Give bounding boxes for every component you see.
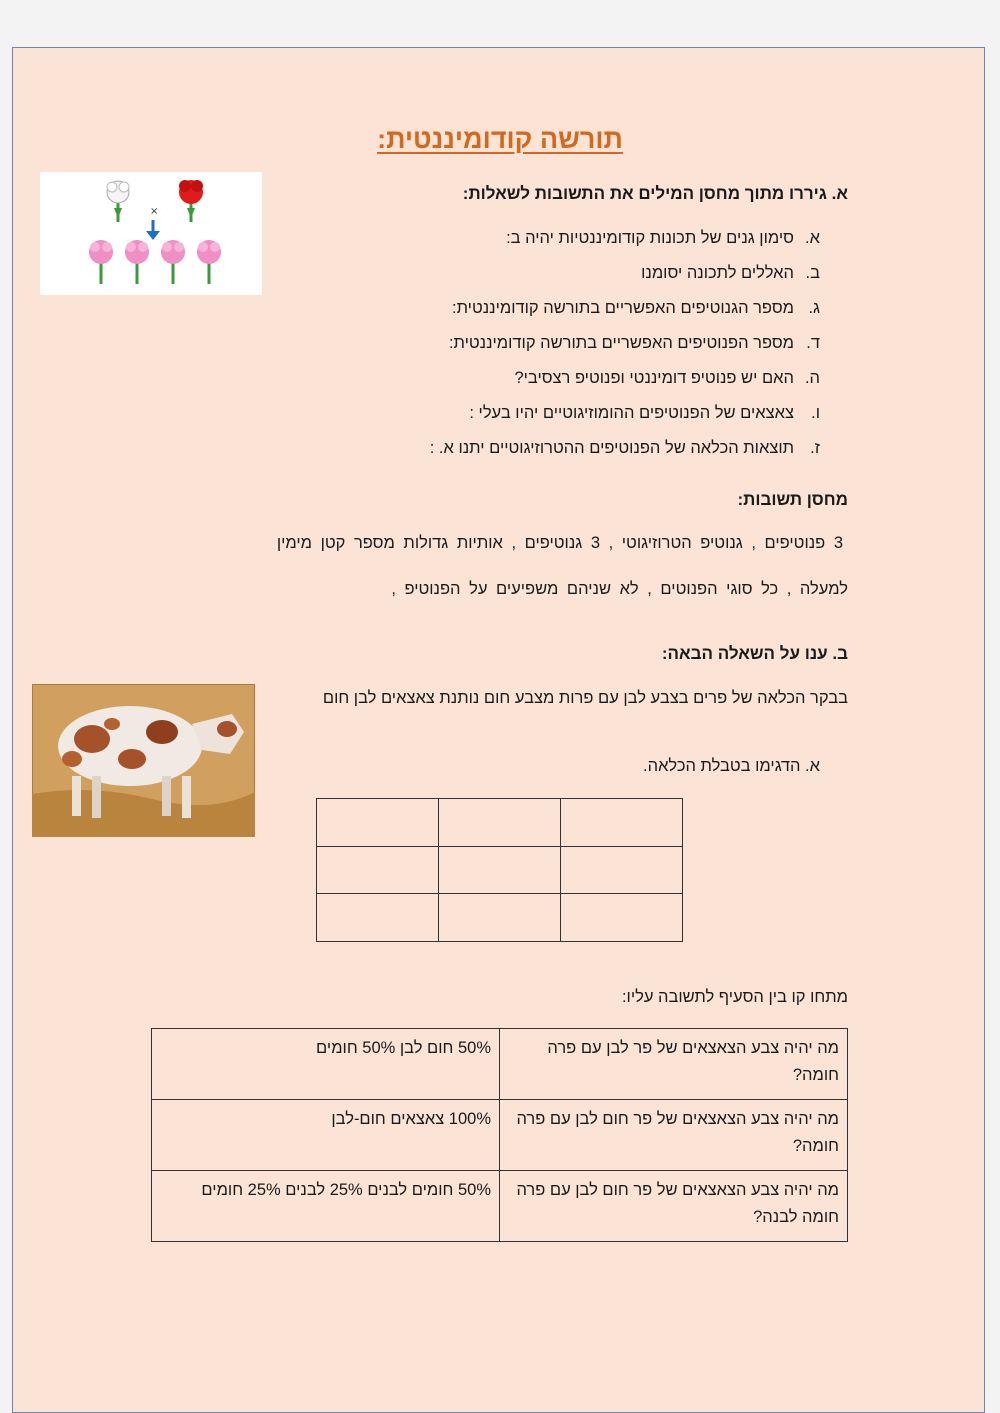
punnett-cell[interactable]: [439, 799, 561, 847]
question-f: [260, 404, 820, 423]
matching-row: [152, 1100, 848, 1171]
question-text: מספר הפנוטיפים האפשריים בתורשה קודומיננטית:: [448, 334, 794, 352]
question-text: האללים לתכונה יסומנו: [641, 264, 794, 282]
question-letter: א.: [805, 229, 820, 247]
arrow-down-icon: [146, 220, 160, 240]
section-b-heading: ב. ענו על השאלה הבאה:: [661, 644, 848, 663]
word-bank-line-1: 3 פנוטיפים , גנוטיפ הטרוזיגוטי , 3 גנוטיפים , אותיות גדולות מספר קטן מימין: [276, 534, 843, 552]
punnett-cell[interactable]: [317, 799, 439, 847]
matching-row: [152, 1171, 848, 1242]
word-bank-line-2: למעלה , כל סוגי הפנוטים , לא שניהם משפיעים על הפנוטיפ ,: [391, 580, 848, 598]
punnett-cell[interactable]: [439, 846, 561, 894]
page-title: תורשה קודומיננטית:: [377, 124, 623, 154]
question-d: [260, 334, 820, 353]
red-flower-icon: [179, 180, 203, 222]
white-flower-icon: [107, 181, 129, 222]
matching-question[interactable]: מה יהיה צבע הצאצאים של פר חום לבן עם פרה חומה לבנה?: [500, 1171, 848, 1242]
question-b: [260, 264, 820, 283]
question-letter: ז.: [810, 439, 820, 457]
matching-answer[interactable]: 50% חומים לבנים 25% לבנים 25% חומים: [152, 1171, 500, 1242]
pink-flower-icon: [125, 240, 149, 284]
pink-flower-icon: [197, 240, 221, 284]
punnett-cell[interactable]: [561, 799, 683, 847]
question-text: האם יש פנוטיפ דומיננטי ופנוטיפ רצסיבי?: [514, 369, 794, 387]
question-letter: ד.: [806, 334, 820, 352]
pink-flower-icon: [161, 240, 185, 284]
punnett-cell[interactable]: [317, 894, 439, 942]
question-a: [260, 229, 820, 248]
section-b-sub-question: א. הדגימו בטבלת הכלאה.: [643, 757, 820, 775]
question-letter: ו.: [811, 404, 820, 422]
punnett-cell[interactable]: [439, 894, 561, 942]
question-letter: ב.: [805, 264, 820, 282]
section-a-heading: א. גיררו מתוך מחסן המילים את התשובות לשאלות:: [462, 184, 848, 203]
svg-text:×: ×: [150, 206, 159, 217]
matching-row: [152, 1029, 848, 1100]
matching-question[interactable]: מה יהיה צבע הצאצאים של פר לבן עם פרה חומה?: [500, 1029, 848, 1100]
question-text: סימון גנים של תכונות קודומיננטיות יהיה ב:: [506, 229, 794, 247]
pink-flower-icon: [89, 240, 113, 284]
punnett-cell[interactable]: [317, 846, 439, 894]
question-letter: ג.: [808, 299, 820, 317]
cow-image: [32, 684, 255, 837]
question-text: מספר הגנוטיפים האפשריים בתורשה קודומיננטית:: [452, 299, 794, 317]
punnett-square: [316, 798, 683, 942]
question-letter: ה.: [804, 369, 820, 387]
question-g: [260, 439, 820, 458]
matching-answer[interactable]: 50% חום לבן 50% חומים: [152, 1029, 500, 1100]
section-b-body: בבקר הכלאה של פרים בצבע לבן עם פרות מצבע חום נותנת צאצאים לבן חום: [322, 689, 848, 707]
question-e: [260, 369, 820, 388]
punnett-cell[interactable]: [561, 846, 683, 894]
matching-instruction: מתחו קו בין הסעיף לתשובה עליו:: [621, 988, 848, 1006]
matching-answer[interactable]: 100% צאצאים חום-לבן: [152, 1100, 500, 1171]
question-c: [260, 299, 820, 318]
matching-table: [151, 1028, 848, 1242]
word-bank-heading: מחסן תשובות:: [737, 490, 848, 509]
punnett-cell[interactable]: [561, 894, 683, 942]
flower-cross-image: [40, 172, 262, 295]
matching-question[interactable]: מה יהיה צבע הצאצאים של פר חום לבן עם פרה חומה?: [500, 1100, 848, 1171]
question-text: תוצאות הכלאה של הפנוטיפים ההטרוזיגוטיים יתנו א. :: [429, 439, 794, 457]
question-text: צאצאים של הפנוטיפים ההומוזיגוטיים יהיו בעלי :: [469, 404, 794, 422]
